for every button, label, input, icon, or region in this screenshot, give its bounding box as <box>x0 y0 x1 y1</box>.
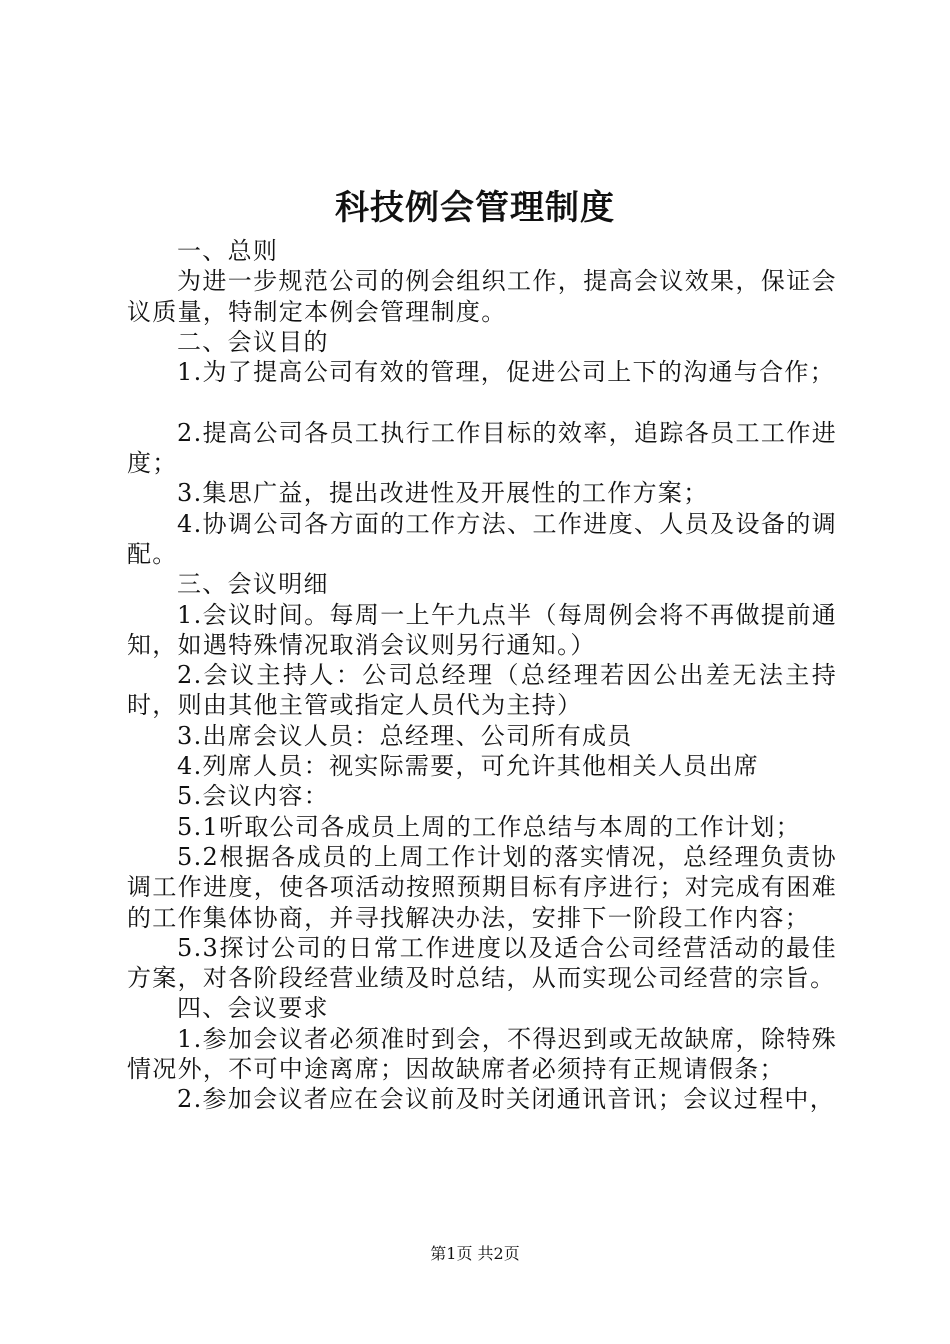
paragraph: 2.会议主持人：公司总经理（总经理若因公出差无法主持时，则由其他主管或指定人员代为主持） <box>127 661 837 720</box>
paragraph: 为进一步规范公司的例会组织工作，提高会议效果，保证会议质量，特制定本例会管理制度。 <box>127 267 837 326</box>
section-heading: 一、总则 <box>177 237 279 265</box>
paragraph: 1.参加会议者必须准时到会，不得迟到或无故缺席，除特殊情况外，不可中途离席；因故缺席者必须持有正规请假条； <box>127 1024 837 1084</box>
blank-line <box>127 387 837 417</box>
section-heading: 三、会议明细 <box>177 570 329 599</box>
paragraph: 1.会议时间。每周一上午九点半（每周例会将不再做提前通知，如遇特殊情况取消会议则另行通知。） <box>127 600 837 659</box>
paragraph: 3.集思广益，提出改进性及开展性的工作方案； <box>177 479 709 508</box>
paragraph: 2.提高公司各员工执行工作目标的效率，追踪各员工工作进度； <box>127 418 837 478</box>
paragraph: 4.协调公司各方面的工作方法、工作进度、人员及设备的调配。 <box>127 509 837 568</box>
paragraph: 2.参加会议者应在会议前及时关闭通讯音讯；会议过程中， <box>177 1085 835 1114</box>
paragraph: 5.2根据各成员的上周工作计划的落实情况，总经理负责协调工作进度，使各项活动按照预期目标有序进行；对完成有困难的工作集体协商，并寻找解决办法，安排下一阶段工作内容； <box>127 842 837 932</box>
paragraph: 5.1听取公司各成员上周的工作总结与本周的工作计划； <box>177 812 801 841</box>
paragraph: 1.为了提高公司有效的管理，促进公司上下的沟通与合作； <box>177 358 835 387</box>
section-heading: 二、会议目的 <box>177 327 329 356</box>
page-footer: 第1页 共2页 <box>430 1244 520 1263</box>
section-heading: 四、会议要求 <box>177 994 329 1023</box>
paragraph: 5.会议内容： <box>177 782 329 811</box>
paragraph: 4.列席人员：视实际需要，可允许其他相关人员出席 <box>177 752 760 781</box>
document-title: 科技例会管理制度 <box>335 188 615 228</box>
paragraph: 3.出席会议人员：总经理、公司所有成员 <box>177 721 633 750</box>
paragraph: 5.3探讨公司的日常工作进度以及适合公司经营活动的最佳方案，对各阶段经营业绩及时总结，从而实现公司经营的宗旨。 <box>127 933 837 993</box>
document-body <box>127 236 837 1115</box>
